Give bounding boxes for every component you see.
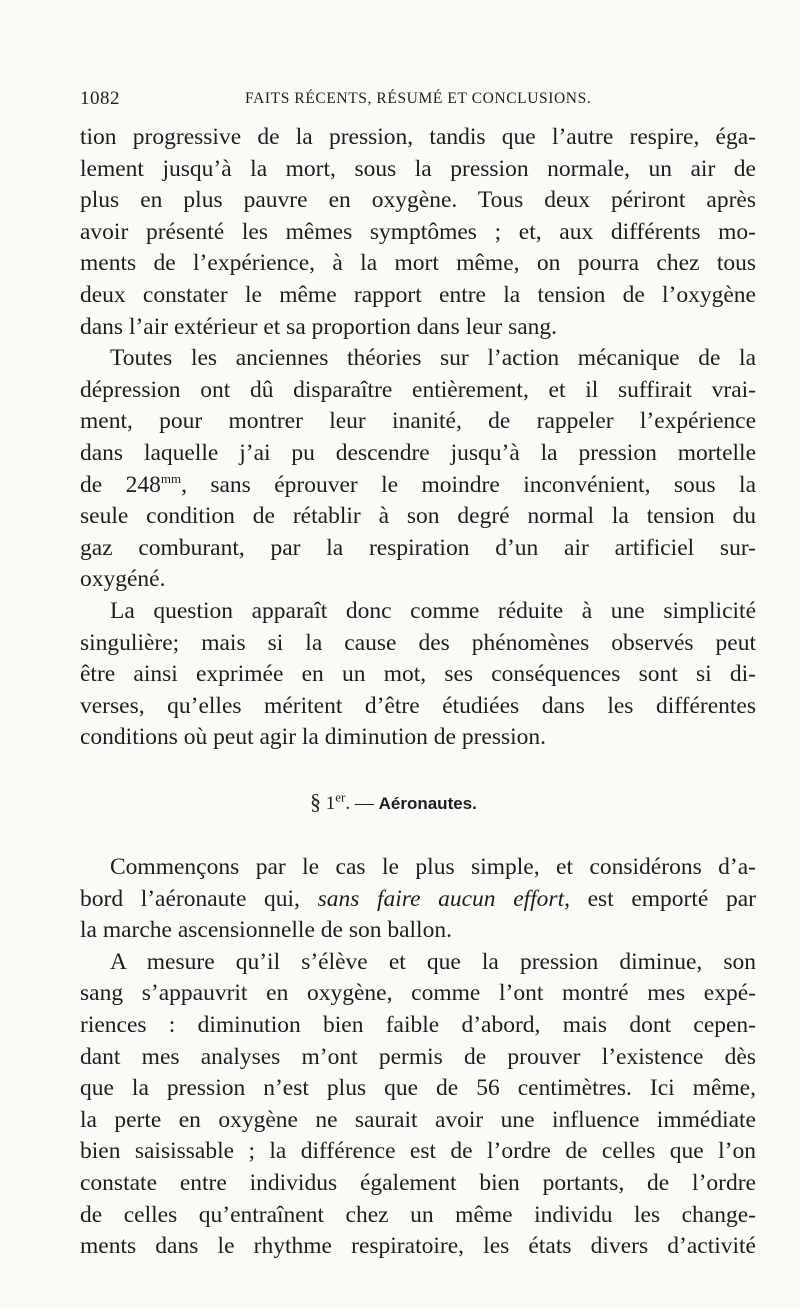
text-block-lower <box>80 852 756 1263</box>
text-line: la perte en oxygène ne saurait avoir une influence immédiate <box>80 1106 756 1133</box>
text-line: ment, pour montrer leur inanité, de rappeler l’expérience <box>80 408 756 435</box>
text-line: gaz comburant, par la respiration d’un air artificiel sur- <box>80 534 756 561</box>
text-line: la marche ascensionnelle de son ballon. <box>80 917 452 944</box>
text-line: verses, qu’elles méritent d’être étudiées dans les différentes <box>80 692 756 719</box>
section-number: 1 <box>325 793 336 814</box>
section-heading <box>310 789 477 815</box>
text-line-with-unit <box>80 470 756 502</box>
text-line: deux constater le même rapport entre la tension de l’oxygène <box>80 281 756 308</box>
text-line: constate entre individus également bien portants, de l’ordre <box>80 1169 756 1196</box>
text-fragment: bord l’aéronaute qui, <box>80 885 318 912</box>
text-line: de celles qu’entraînent chez un même individu les change- <box>80 1201 756 1228</box>
text-line: avoir présenté les mêmes symptômes ; et, aux différents mo- <box>80 218 756 245</box>
text-line: dans laquelle j’ai pu descendre jusqu’à la pression mortelle <box>80 439 756 466</box>
text-line: tion progressive de la pression, tandis que l’autre respire, éga- <box>80 124 756 150</box>
text-line-with-italic <box>80 884 756 916</box>
page-header <box>80 88 760 114</box>
text-line: riences : diminution bien faible d’abord, mais dont cepen- <box>80 1011 756 1038</box>
text-line: oxygéné. <box>80 566 166 593</box>
section-number-suffix: er <box>335 789 346 805</box>
section-symbol: § <box>310 789 321 814</box>
unit-superscript: mm <box>160 470 182 486</box>
text-line: conditions où peut agir la diminution de pression. <box>80 724 547 751</box>
text-line: que la pression n’est plus que de 56 centimètres. Ici même, <box>80 1075 756 1102</box>
text-block-upper <box>80 122 756 754</box>
text-line: singulière; mais si la cause des phénomènes observés peut <box>80 629 756 656</box>
page-number: 1082 <box>80 88 120 109</box>
text-fragment: , sans éprouver le moindre inconvénient, sous la <box>181 471 757 498</box>
text-line: Commençons par le cas le plus simple, et considérons d’a- <box>110 854 756 880</box>
text-line: bien saisissable ; la différence est de l’ordre de celles que l’on <box>80 1138 756 1165</box>
running-head: FAITS RÉCENTS, RÉSUMÉ ET CONCLUSIONS. <box>245 90 592 107</box>
text-line: plus en plus pauvre en oxygène. Tous deux périront après <box>80 187 756 214</box>
text-fragment: de 248 <box>80 471 161 498</box>
italic-phrase: sans faire aucun effort <box>317 885 565 912</box>
section-title: Aéronautes. <box>378 794 477 813</box>
section-separator: . — <box>345 793 379 814</box>
text-line: Toutes les anciennes théories sur l’action mécanique de la <box>110 345 756 372</box>
text-fragment: , est emporté par <box>564 885 756 912</box>
text-line: La question apparaît donc comme réduite à une simplicité <box>110 597 756 624</box>
text-line: ments de l’expérience, à la mort même, on pourra chez tous <box>80 250 756 277</box>
text-line: sang s’appauvrit en oxygène, comme l’ont montré mes expé- <box>80 980 756 1007</box>
text-line: lement jusqu’à la mort, sous la pression normale, un air de <box>80 155 756 182</box>
text-line: être ainsi exprimée en un mot, ses conséquences sont si di- <box>80 661 756 688</box>
text-line: dant mes analyses m’ont permis de prouver l’existence dès <box>80 1043 756 1070</box>
text-line: dépression ont dû disparaître entièrement, et il suffirait vrai- <box>80 376 756 403</box>
text-line: A mesure qu’il s’élève et que la pression diminue, son <box>110 948 756 975</box>
text-line: dans l’air extérieur et sa proportion dans leur sang. <box>80 313 558 340</box>
text-line: seule condition de rétablir à son degré normal la tension du <box>80 503 756 530</box>
text-line: ments dans le rhythme respiratoire, les états divers d’activité <box>80 1233 756 1260</box>
